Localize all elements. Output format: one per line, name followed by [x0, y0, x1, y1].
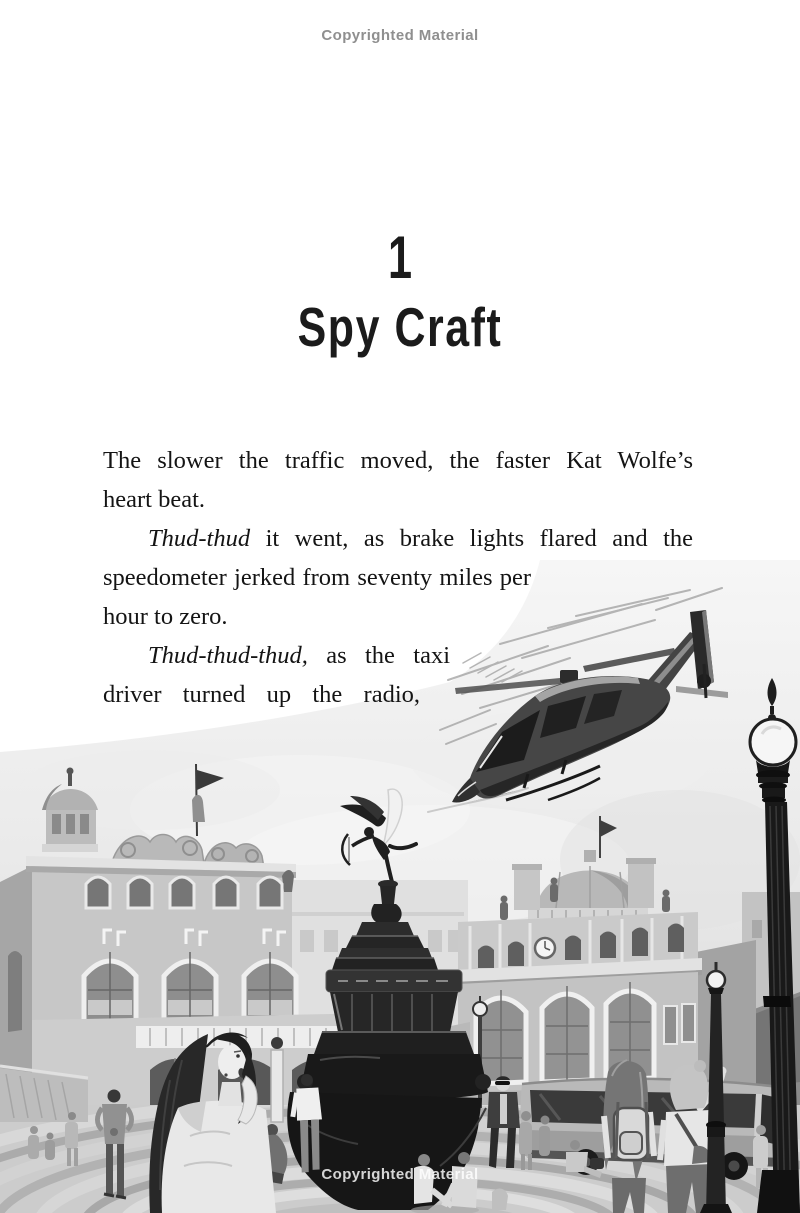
chapter-title: Spy Craft	[297, 296, 503, 358]
body-line: hour to zero.	[103, 603, 228, 630]
copyright-notice-bottom: Copyrighted Material	[321, 1166, 479, 1183]
body-line: heart beat.	[103, 486, 206, 513]
body-line: The slower the traffic moved, the faster Kat Wolfe’s	[103, 447, 693, 474]
body-line: Thud-thud it went, as brake lights flared and the	[148, 525, 693, 552]
body-line: Thud-thud-thud, as the taxi	[148, 642, 450, 669]
body-line: speedometer jerked from seventy miles per	[103, 564, 531, 591]
street-lamp-small-left	[271, 1037, 283, 1122]
body-text	[103, 441, 693, 714]
chapter-number: 1	[387, 224, 413, 291]
body-line: driver turned up the radio,	[103, 681, 420, 708]
copyright-notice-top: Copyrighted Material	[321, 27, 479, 44]
